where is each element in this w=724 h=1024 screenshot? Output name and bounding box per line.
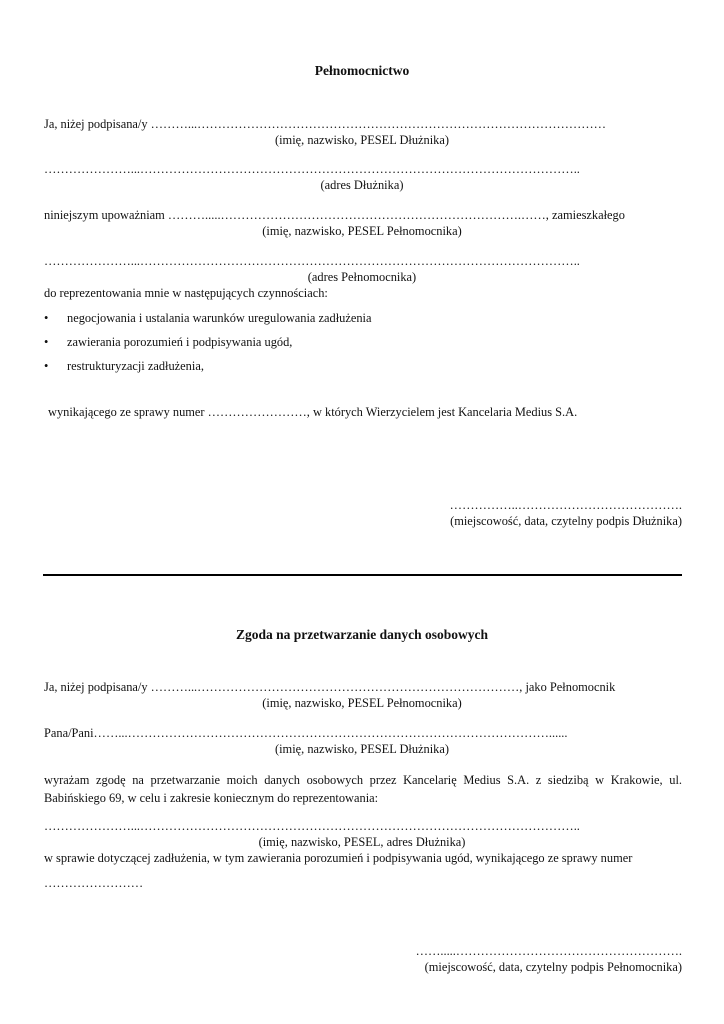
list-item: negocjowania i ustalania warunków uregulowania zadłużenia — [67, 311, 372, 325]
principal-details-caption: (imię, nazwisko, PESEL, adres Dłużnika) — [258, 835, 466, 849]
principal-name-caption: (imię, nazwisko, PESEL Dłużnika) — [274, 133, 449, 147]
attorney-address-line: …………………...…………………………………………………………………………………………….. — [44, 254, 580, 268]
principal-details-line: …………………...…………………………………………………………………………………………….. — [44, 819, 580, 833]
section-divider — [43, 574, 682, 576]
bullet-icon: • — [44, 335, 49, 349]
case-number-dots: …………………… — [44, 876, 144, 890]
bullet-icon: • — [44, 359, 49, 373]
signature-line: …….....………………………………………………. — [415, 944, 682, 958]
attorney-name-line: niniejszym upoważniam ……….....……………………………………………………………….……, zamieszkałego — [44, 208, 625, 222]
case-description-line: w sprawie dotyczącej zadłużenia, w tym zawierania porozumień i podpisywania ugód, wynikającego ze sprawy numer — [44, 851, 633, 865]
signature-caption: (miejscowość, data, czytelny podpis Dłużnika) — [450, 514, 682, 528]
principal-address-line: …………………...…………………………………………………………………………………………….. — [44, 162, 580, 176]
signature-caption: (miejscowość, data, czytelny podpis Pełnomocnika) — [424, 960, 682, 974]
list-item: restrukturyzacji zadłużenia, — [67, 359, 204, 373]
attorney-name-caption: (imię, nazwisko, PESEL Pełnomocnika) — [262, 224, 462, 238]
principal-address-caption: (adres Dłużnika) — [320, 178, 404, 192]
principal-name-line: Pana/Pani……...…………………………………………………………………………………………...... — [44, 726, 568, 740]
principal-name-line: Ja, niżej podpisana/y ………...……………………………………………………………………………………… — [44, 117, 607, 131]
attorney-address-caption: (adres Pełnomocnika) — [307, 270, 417, 284]
consent-statement: wyrażam zgodę na przetwarzanie moich danych osobowych przez Kancelarię Medius S.A. z siedzibą w Krakowie, ul. Babińskiego 69, w celu i zakresie koniecznym do reprezentowania: — [44, 773, 682, 805]
activities-intro: do reprezentowania mnie w następujących czynnościach: — [44, 286, 328, 300]
list-item: zawierania porozumień i podpisywania ugód, — [67, 335, 293, 349]
power-of-attorney-title: Pełnomocnictwo — [314, 63, 410, 78]
attorney-name-caption: (imię, nazwisko, PESEL Pełnomocnika) — [262, 696, 462, 710]
signature-line: ……………..…………………………………. — [449, 498, 682, 512]
case-number-line: wynikającego ze sprawy numer ……………………, w których Wierzycielem jest Kancelaria Medius S.A. — [48, 405, 578, 419]
principal-name-caption: (imię, nazwisko, PESEL Dłużnika) — [274, 742, 449, 756]
bullet-icon: • — [44, 311, 49, 325]
consent-title: Zgoda na przetwarzanie danych osobowych — [235, 627, 488, 642]
attorney-name-line: Ja, niżej podpisana/y ………...……………………………………………………………………, jako Pełnomocnik — [44, 680, 616, 694]
